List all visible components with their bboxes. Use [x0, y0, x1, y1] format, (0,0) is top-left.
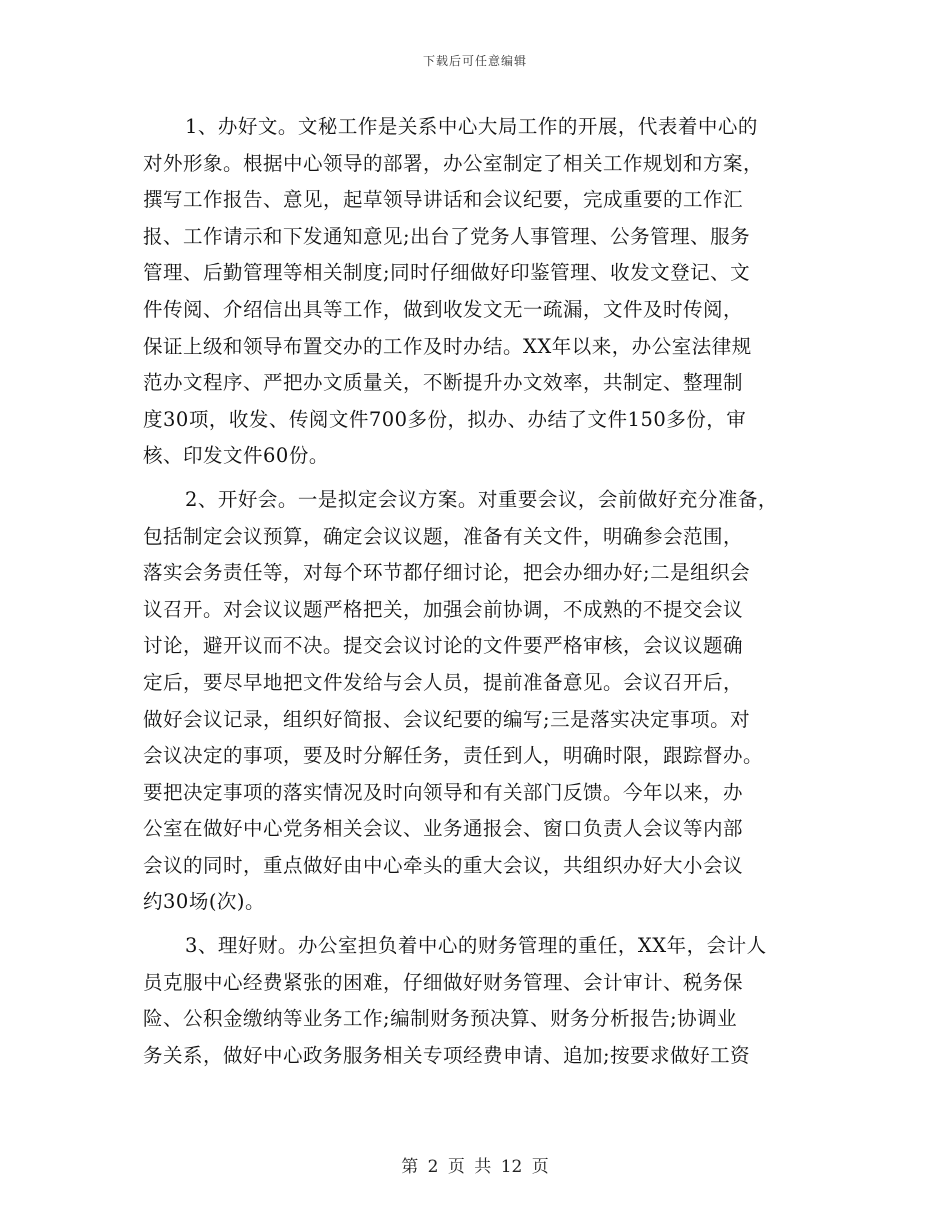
text-line: 核、印发文件60份。 — [143, 444, 329, 468]
paragraph-gap — [143, 475, 823, 482]
page-number-footer: 第 2 页 共 12 页 — [401, 1157, 549, 1177]
paragraph-2 — [143, 482, 823, 921]
page-header: 下载后可任意编辑 — [422, 54, 527, 68]
text-line: 撰写工作报告、意见，起草领导讲话和会议纪要，完成重要的工作汇 — [143, 188, 744, 212]
text-line: 做好会议记录，组织好简报、会议纪要的编写;三是落实决定事项。对 — [143, 707, 751, 731]
text-line: 范办文程序、严把办文质量关，不断提升办文效率，共制定、整理制 — [143, 371, 744, 395]
paragraph-gap — [143, 921, 823, 928]
paragraph-3 — [143, 928, 823, 1074]
text-line: 度30项，收发、传阅文件700多份，拟办、办结了文件150多份，审 — [143, 407, 747, 431]
text-line: 包括制定会议预算，确定会议议题，准备有关文件，明确参会范围， — [143, 524, 744, 548]
text-line: 要把决定事项的落实情况及时向领导和有关部门反馈。今年以来，办 — [143, 780, 744, 804]
text-line: 2、开好会。一是拟定会议方案。对重要会议，会前做好充分准备， — [185, 487, 778, 511]
text-line: 险、公积金缴纳等业务工作;编制财务预决算、财务分析报告;协调业 — [143, 1007, 738, 1031]
text-line: 务关系，做好中心政务服务相关专项经费申请、追加;按要求做好工资 — [143, 1043, 751, 1067]
text-line: 保证上级和领导布置交办的工作及时办结。XX年以来，办公室法律规 — [143, 334, 752, 358]
text-line: 约30场(次)。 — [143, 890, 266, 914]
text-line: 讨论，避开议而不决。提交会议讨论的文件要严格审核，会议议题确 — [143, 634, 744, 658]
text-line: 件传阅、介绍信出具等工作，做到收发文无一疏漏，文件及时传阅， — [143, 297, 744, 321]
text-line: 管理、后勤管理等相关制度;同时仔细做好印鉴管理、收发文登记、文 — [143, 261, 751, 285]
text-line: 会议的同时，重点做好由中心牵头的重大会议，共组织办好大小会议 — [143, 853, 744, 877]
text-line: 定后，要尽早地把文件发给与会人员，提前准备意见。会议召开后， — [143, 670, 744, 694]
text-line: 落实会务责任等，对每个环节都仔细讨论，把会办细办好;二是组织会 — [143, 561, 751, 585]
text-line: 3、理好财。办公室担负着中心的财务管理的重任，XX年，会计人 — [185, 934, 767, 958]
document-body — [143, 109, 823, 1074]
text-line: 报、工作请示和下发通知意见;出台了党务人事管理、公务管理、服务 — [143, 224, 751, 248]
text-line: 员克服中心经费紧张的困难，仔细做好财务管理、会计审计、税务保 — [143, 970, 744, 994]
text-line: 公室在做好中心党务相关会议、业务通报会、窗口负责人会议等内部 — [143, 817, 744, 841]
paragraph-1 — [143, 109, 823, 475]
text-line: 1、办好文。文秘工作是关系中心大局工作的开展，代表着中心的 — [185, 115, 758, 138]
text-line: 对外形象。根据中心领导的部署，办公室制定了相关工作规划和方案， — [143, 151, 764, 175]
text-line: 会议决定的事项，要及时分解任务，责任到人，明确时限，跟踪督办。 — [143, 744, 764, 768]
text-line: 议召开。对会议议题严格把关，加强会前协调，不成熟的不提交会议 — [143, 597, 744, 621]
